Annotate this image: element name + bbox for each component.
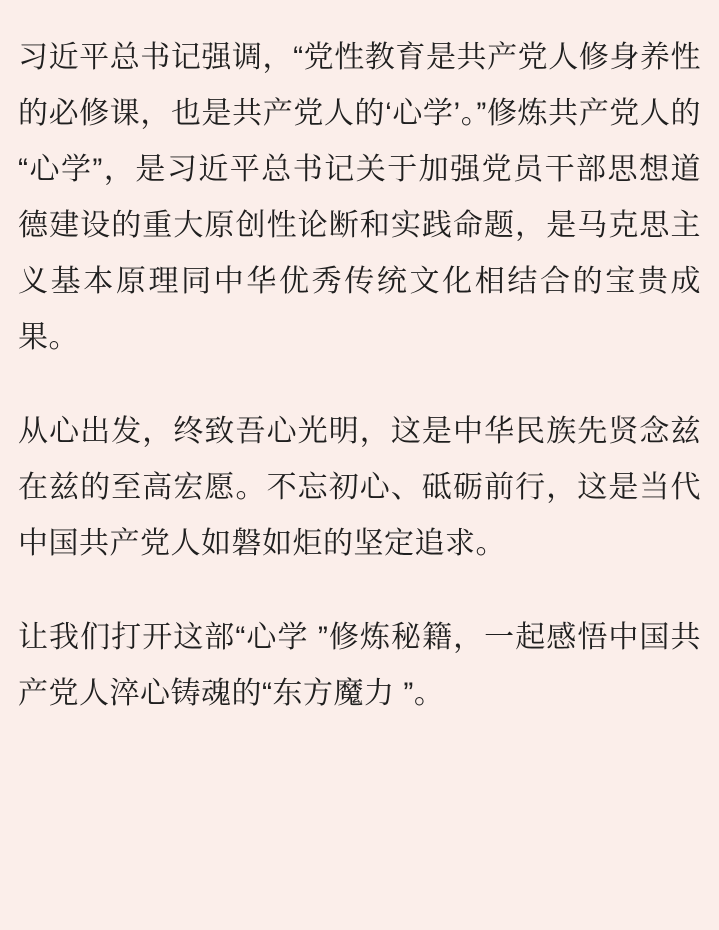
article-paragraph-3: 让我们打开这部“心学 ”修炼秘籍，一起感悟中国共产党人淬心铸魂的“东方魔力 ”。 [18,621,701,710]
article-body [18,30,701,722]
article-paragraph-2: 从心出发，终致吾心光明，这是中华民族先贤念兹在兹的至高宏愿。不忘初心、砥砺前行，这是当代中国共产党人如磐如炬的坚定追求。 [18,415,701,560]
article-paragraph-1: 习近平总书记强调，“党性教育是共产党人修身养性的必修课，也是共产党人的‘心学’。”修炼共产党人的“心学”，是习近平总书记关于加强党员干部思想道德建设的重大原创性论断和实践命题，是马克思主义基本原理同中华优秀传统文化相结合的宝贵成果。 [18,41,701,354]
